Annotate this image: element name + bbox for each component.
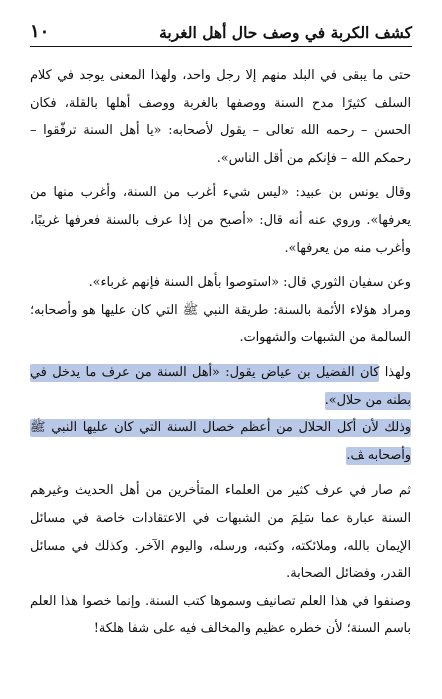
paragraph-halal: [30, 414, 411, 469]
paragraph-sunnah-books: وصنفوا في هذا العلم تصانيف وسموها كتب السنة. وإنما خصوا هذا العلم باسم السنة؛ لأن خطره عظيم والمخالف فيه على شفا هلكة!: [30, 593, 411, 637]
paragraph-meaning-of-sunnah: ومراد هؤلاء الأئمة بالسنة: طريقة النبي ﷺ التي كان عليها هو وأصحابه؛ السالمة من الشبهات والشهوات.: [30, 302, 411, 346]
page-number: ١٠: [30, 21, 50, 42]
paragraph-lead-word: ولهذا: [384, 364, 411, 380]
paragraph-sufyan: وعن سفيان الثوري قال: «استوصوا بأهل السنة فإنهم غرباء».: [88, 275, 411, 291]
page-header: [30, 14, 412, 47]
paragraph-fudayl: [30, 359, 411, 414]
page-body: [30, 62, 411, 643]
paragraph-hasan: حتى ما يبقى في البلد منهم إلا رجل واحد، ولهذا المعنى يوجد في كلام السلف كثيرًا مدح السنة ووصفها بالغربة ووصف أهلها بالقلة، فكان الحسن – رحمه الله تعالى – يقول لأصحابه: «يا أهل السنة ترفّقوا – رحمكم الله – فإنكم من أقل الناس».: [30, 68, 411, 166]
running-title: كشف الكربة في وصف حال أهل الغربة: [159, 23, 412, 42]
paragraph-yunus: وقال يونس بن عبيد: «ليس شيء أغرب من السنة، وأغرب منها من يعرفها». وروي عنه أنه قال: «أصبح من إذا عرف بالسنة فعرفها غريبًا، وأغرب منه من يعرفها».: [30, 185, 411, 256]
paragraph-later-scholars: ثم صار في عرف كثير من العلماء المتأخرين من أهل الحديث وغيرهم السنة عبارة عما سَلِمَ من الشبهات في الاعتقادات خاصة في مسائل الإيمان بالله، وملائكته، وكتبه، ورسله، واليوم الآخر. وكذلك في مسائل القدر، وفضائل الصحابة.: [30, 483, 411, 582]
highlighted-fudayl-quote: كان الفضيل بن عياض يقول: «أهل السنة من عرف ما يدخل في بطنه من حلال».: [30, 364, 411, 408]
highlighted-halal-sentence: وذلك لأن أكل الحلال من أعظم خصال السنة التي كان عليها النبي ﷺ وأصحابه ﭫ.: [30, 420, 411, 463]
